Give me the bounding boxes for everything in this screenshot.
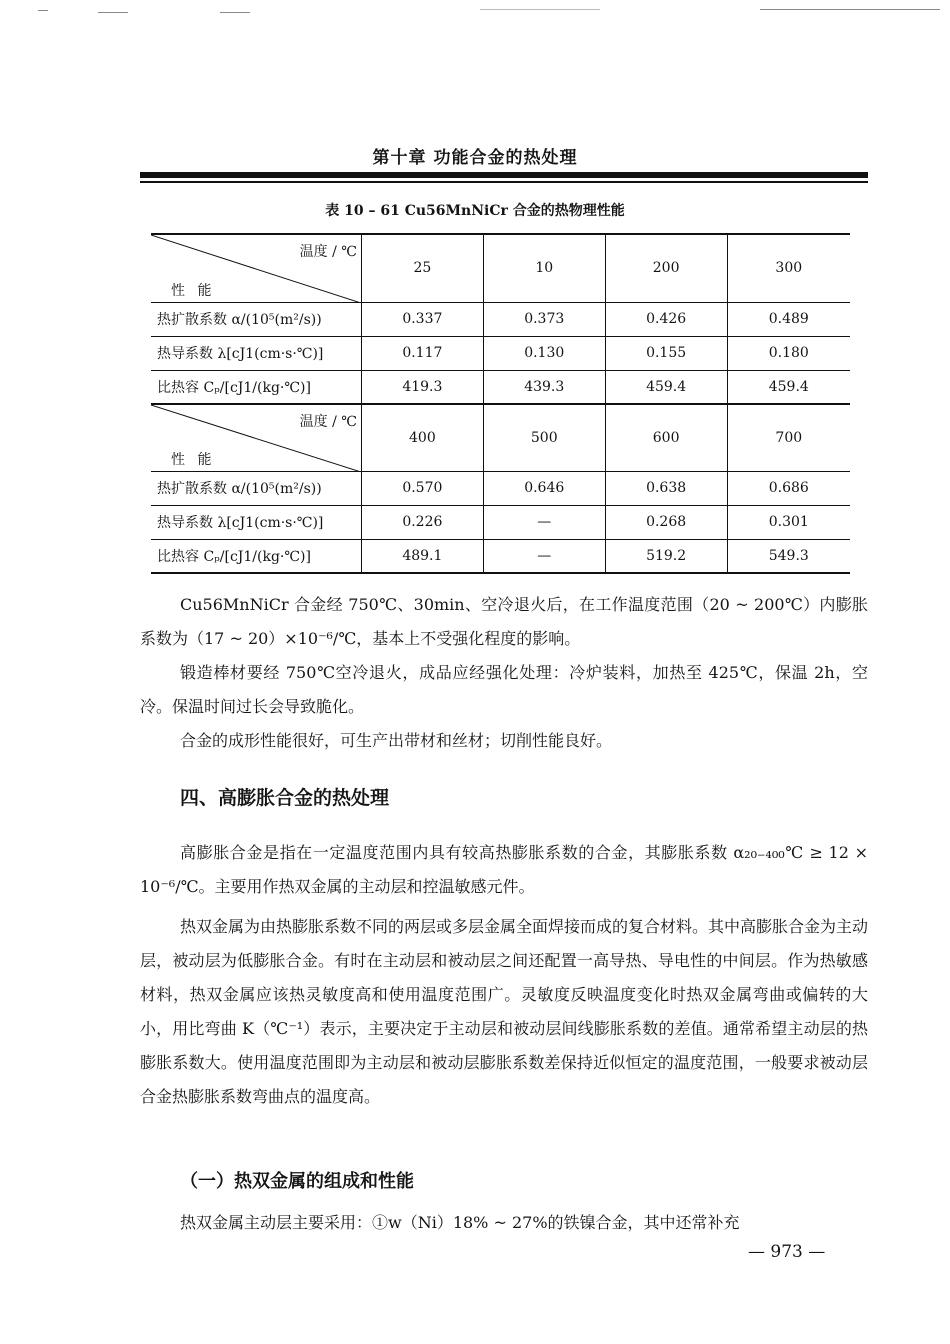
temperature-axis-label: 温度 / ℃ (299, 244, 357, 260)
diagonal-header-cell (151, 234, 361, 302)
table-cell: 0.268 (605, 505, 727, 539)
table-cell: 0.570 (361, 471, 483, 505)
table-header-row (151, 404, 850, 471)
temperature-cell: 200 (605, 234, 727, 302)
temperature-cell: 25 (361, 234, 483, 302)
table-row (151, 471, 850, 505)
temperature-cell: 700 (727, 404, 850, 471)
paragraph-active-layer: 热双金属主动层主要采用：①w（Ni）18% ~ 27%的铁镍合金，其中还常补充 (180, 1213, 740, 1232)
paragraph-high-expansion-definition: 高膨胀合金是指在一定温度范围内具有较高热膨胀系数的合金，其膨胀系数 α₂₀₋₄₀₀℃ ≥ 12 × 10⁻⁶/℃。主要用作热双金属的主动层和控温敏感元件。 (140, 843, 868, 896)
table-cell: 0.337 (361, 302, 483, 336)
property-name: 热扩散系数 α/(10⁵(m²/s)) (151, 471, 361, 505)
table-row (151, 370, 850, 404)
temperature-cell: 600 (605, 404, 727, 471)
temperature-cell: 500 (483, 404, 605, 471)
paragraph-forging: 锻造棒材要经 750℃空冷退火，成品应经强化处理：冷炉装料，加热至 425℃，保温 2h，空冷。保温时间过长会导致脆化。 (140, 663, 868, 716)
table-cell: 0.180 (727, 336, 850, 370)
table-cell: 0.638 (605, 471, 727, 505)
property-axis-label: 性 能 (171, 282, 216, 299)
sub-heading: （一）热双金属的组成和性能 (180, 1171, 414, 1192)
table-cell: 459.4 (605, 370, 727, 404)
table-row (151, 505, 850, 539)
property-name: 比热容 Cₚ/[cJ1/(kg·℃)] (151, 539, 361, 573)
table-cell: — (483, 505, 605, 539)
page-number: — 973 — (748, 1242, 826, 1262)
header-rule-thick (140, 172, 868, 178)
scan-artifacts (0, 0, 950, 30)
table-cell: 0.130 (483, 336, 605, 370)
table-cell: 419.3 (361, 370, 483, 404)
property-name: 比热容 Cₚ/[cJ1/(kg·℃)] (151, 370, 361, 404)
temperature-cell: 400 (361, 404, 483, 471)
thermal-properties-table (151, 233, 850, 574)
table-cell: 0.489 (727, 302, 850, 336)
table-header-row (151, 234, 850, 302)
table-caption: 表 10 – 61 Cu56MnNiCr 合金的热物理性能 (325, 203, 625, 219)
table-cell: — (483, 539, 605, 573)
table-cell: 0.373 (483, 302, 605, 336)
table-cell: 459.4 (727, 370, 850, 404)
table-cell: 0.226 (361, 505, 483, 539)
table-cell: 0.686 (727, 471, 850, 505)
table-row (151, 539, 850, 573)
table-cell: 549.3 (727, 539, 850, 573)
table-row (151, 336, 850, 370)
table-cell: 0.155 (605, 336, 727, 370)
property-name: 热导系数 λ[cJ1(cm·s·℃)] (151, 505, 361, 539)
temperature-cell: 10 (483, 234, 605, 302)
paragraph-annealing: Cu56MnNiCr 合金经 750℃、30min、空冷退火后，在工作温度范围（20 ~ 200℃）内膨胀系数为（17 ~ 20）×10⁻⁶/℃，基本上不受强化程度的影响。 (140, 595, 868, 648)
table-cell: 439.3 (483, 370, 605, 404)
header-rule-thin (140, 181, 868, 183)
table-cell: 0.301 (727, 505, 850, 539)
paragraph-thermal-bimetal: 热双金属为由热膨胀系数不同的两层或多层金属全面焊接而成的复合材料。其中高膨胀合金为主动层，被动层为低膨胀合金。有时在主动层和被动层之间还配置一高导热、导电性的中间层。作为热敏感材料，热双金属应该热灵敏度高和使用温度范围广。灵敏度反映温度变化时热双金属弯曲或偏转的大小，用比弯曲 K（℃⁻¹）表示，主要决定于主动层和被动层间线膨胀系数的差值。通常希望主动层的热膨胀系数大。使用温度范围即为主动层和被动层膨胀系数差保持近似恒定的温度范围，一般要求被动层合金热膨胀系数弯曲点的温度高。 (140, 917, 869, 1106)
table-cell: 0.646 (483, 471, 605, 505)
chapter-header: 第十章 功能合金的热处理 (372, 148, 578, 168)
section-heading: 四、高膨胀合金的热处理 (180, 787, 390, 809)
diagonal-header-cell (151, 404, 361, 471)
property-name: 热导系数 λ[cJ1(cm·s·℃)] (151, 336, 361, 370)
property-name: 热扩散系数 α/(10⁵(m²/s)) (151, 302, 361, 336)
property-axis-label: 性 能 (171, 451, 216, 468)
table-row (151, 302, 850, 336)
table-cell: 0.426 (605, 302, 727, 336)
table-cell: 519.2 (605, 539, 727, 573)
table-cell: 489.1 (361, 539, 483, 573)
table-cell: 0.117 (361, 336, 483, 370)
paragraph-formability: 合金的成形性能很好，可生产出带材和丝材；切削性能良好。 (180, 731, 613, 750)
temperature-cell: 300 (727, 234, 850, 302)
temperature-axis-label: 温度 / ℃ (299, 414, 357, 430)
